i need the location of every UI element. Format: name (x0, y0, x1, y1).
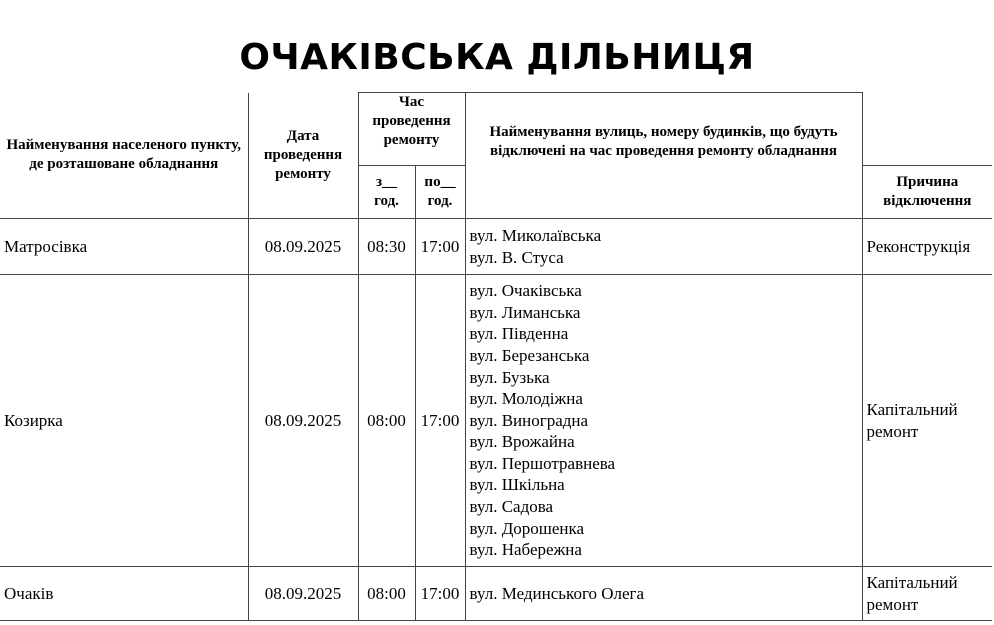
street-item: вул. Виноградна (469, 410, 589, 430)
table-row (0, 567, 992, 621)
time-from-cell: 08:30 (358, 219, 415, 275)
streets-cell (465, 219, 862, 275)
header-time: Час проведення ремонту (358, 93, 465, 166)
time-to-cell: 17:00 (415, 219, 465, 275)
streets-cell (465, 275, 862, 567)
street-item: вул. Врожайна (469, 432, 575, 452)
settlement-cell: Козирка (0, 275, 248, 567)
street-item: вул. Березанська (469, 345, 590, 365)
header-reason-spacer (862, 93, 992, 166)
settlement-cell: Матросівка (0, 219, 248, 275)
table-row (0, 275, 992, 567)
header-row (0, 93, 992, 166)
reason-cell: Реконструкція (862, 219, 992, 275)
header-streets: Найменування вулиць, номеру будинків, що будуть відключені на час проведення ремонту обладнання (465, 93, 862, 219)
street-item: вул. Шкільна (469, 475, 565, 495)
street-item: вул. Молодіжна (469, 389, 583, 409)
header-settlement: Найменування населеного пункту, де розташоване обладнання (0, 93, 248, 219)
reason-cell: Капітальний ремонт (862, 567, 992, 621)
street-item: вул. В. Стуса (469, 247, 564, 267)
street-item: вул. Набережна (469, 540, 582, 560)
date-cell: 08.09.2025 (248, 219, 358, 275)
time-from-cell: 08:00 (358, 275, 415, 567)
street-item: вул. Миколаївська (469, 225, 602, 245)
street-item: вул. Очаківська (469, 281, 582, 301)
street-item: вул. Першотравнева (469, 453, 616, 473)
street-item: вул. Лиманська (469, 302, 581, 322)
time-from-cell: 08:00 (358, 567, 415, 621)
table-row (0, 219, 992, 275)
header-reason: Причина відключення (862, 166, 992, 219)
street-item: вул. Мединського Олега (469, 583, 645, 603)
reason-cell: Капітальний ремонт (862, 275, 992, 567)
header-date: Дата проведення ремонту (248, 93, 358, 219)
header-time-to: по__ год. (415, 166, 465, 219)
page-title: ОЧАКІВСЬКА ДІЛЬНИЦЯ (239, 37, 755, 78)
settlement-cell: Очаків (0, 567, 248, 621)
street-item: вул. Бузька (469, 367, 550, 387)
date-cell: 08.09.2025 (248, 567, 358, 621)
repair-schedule-table (0, 92, 992, 621)
street-item: вул. Садова (469, 497, 554, 517)
time-to-cell: 17:00 (415, 275, 465, 567)
street-item: вул. Дорошенка (469, 518, 585, 538)
header-time-from: з__ год. (358, 166, 415, 219)
time-to-cell: 17:00 (415, 567, 465, 621)
streets-cell (465, 567, 862, 621)
street-item: вул. Південна (469, 324, 569, 344)
date-cell: 08.09.2025 (248, 275, 358, 567)
